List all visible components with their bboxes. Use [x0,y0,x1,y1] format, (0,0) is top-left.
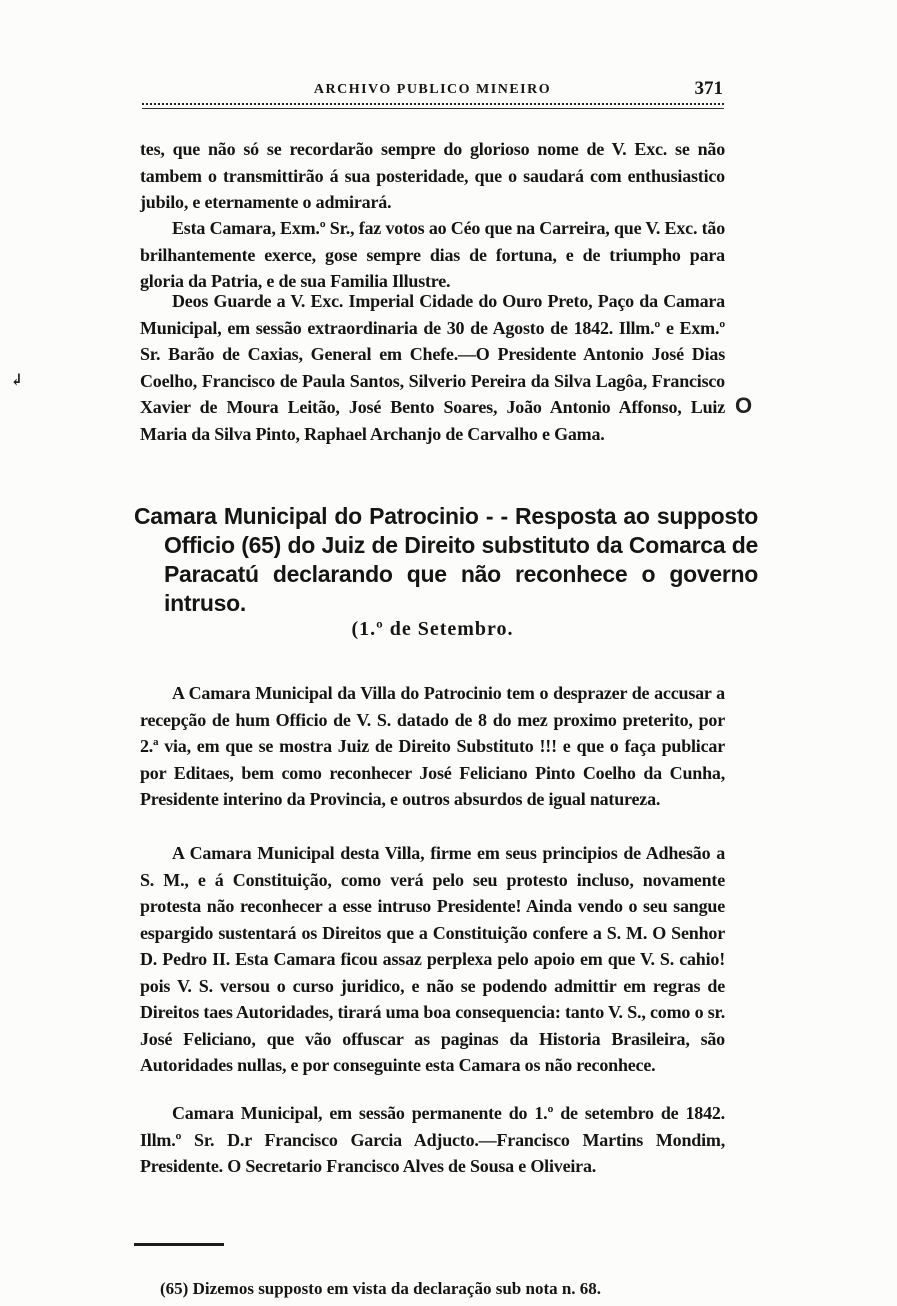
footnote: (65) Dizemos supposto em vista da declaração sub nota n. 68. [160,1279,602,1298]
continuation-paragraph-1: tes, que não só se recordarão sempre do glorioso nome de V. Exc. se não tambem o transmittirão á sua posteridade, que o saudará com enthusiastico jubilo, e eternamente o admirará. [140,139,725,212]
header-rule [142,103,724,109]
running-header [140,78,725,104]
body-paragraph-2: A Camara Municipal desta Villa, firme em seus principios de Adhesão a S. M., e á Constituição, como verá pelo seu protesto incluso, novamente protesta não reconhecer a esse intruso Presidente! Ainda vendo o seu sangue espargido sustentará os Direitos que a Constituição confere a S. M. O Senhor D. Pedro II. Esta Camara ficou assaz perplexa pelo apoio em que V. S. cahio! pois V. S. versou o curso juridico, e não se podendo admittir em regras de Direitos taes Autoridades, tirará uma boa consequencia: tanto V. S., como o sr. José Feliciano, que vão offuscar as paginas da Historia Brasileira, são Autoridades nullas, e por conseguinte esta Camara os não reconhece. [140,843,725,1075]
body-paragraph-3: Camara Municipal, em sessão permanente do 1.º de setembro de 1842. Illm.º Sr. D.r Francisco Garcia Adjucto.—Francisco Martins Mondim, Presidente. O Secretario Francisco Alves de Sousa e Oliveira. [140,1103,725,1176]
page-number: 371 [694,78,723,99]
left-margin-mark: ↲ [10,372,24,389]
right-margin-mark: O [735,393,753,418]
journal-title: ARCHIVO PUBLICO MINEIRO [313,82,552,97]
body-paragraph-1: A Camara Municipal da Villa do Patrocinio tem o desprazer de accusar a recepção de hum Officio de V. S. datado de 8 do mez proximo preterito, por 2.ª via, em que se mostra Juiz de Direito Substituto !!! e que o faça publicar por Editaes, bem como reconhecer José Feliciano Pinto Coelho da Cunha, Presidente interino da Provincia, e outros absurdos de igual natureza. [140,683,725,809]
section-heading: Camara Municipal do Patrocinio - - Resposta ao supposto Officio (65) do Juiz de Direito substituto da Comarca de Paracatú declarando que não reconhece o governo intruso. [134,503,758,616]
continuation-paragraph-3: Deos Guarde a V. Exc. Imperial Cidade do Ouro Preto, Paço da Camara Municipal, em sessão extraordinaria de 30 de Agosto de 1842. Illm.º e Exm.º Sr. Barão de Caxias, General em Chefe.—O Presidente Antonio José Dias Coelho, Francisco de Paula Santos, Silverio Pereira da Silva Lagôa, Francisco Xavier de Moura Leitão, José Bento Soares, João Antonio Affonso, Luiz Maria da Silva Pinto, Raphael Archanjo de Carvalho e Gama. [140,291,725,444]
footnote-rule [134,1243,224,1246]
section-date: (1.º de Setembro. [351,618,514,640]
continuation-paragraph-2: Esta Camara, Exm.º Sr., faz votos ao Céo que na Carreira, que V. Exc. tão brilhantemente exerce, gose sempre dias de fortuna, e de triumpho para gloria da Patria, e de sua Familia Illustre. [140,218,725,291]
